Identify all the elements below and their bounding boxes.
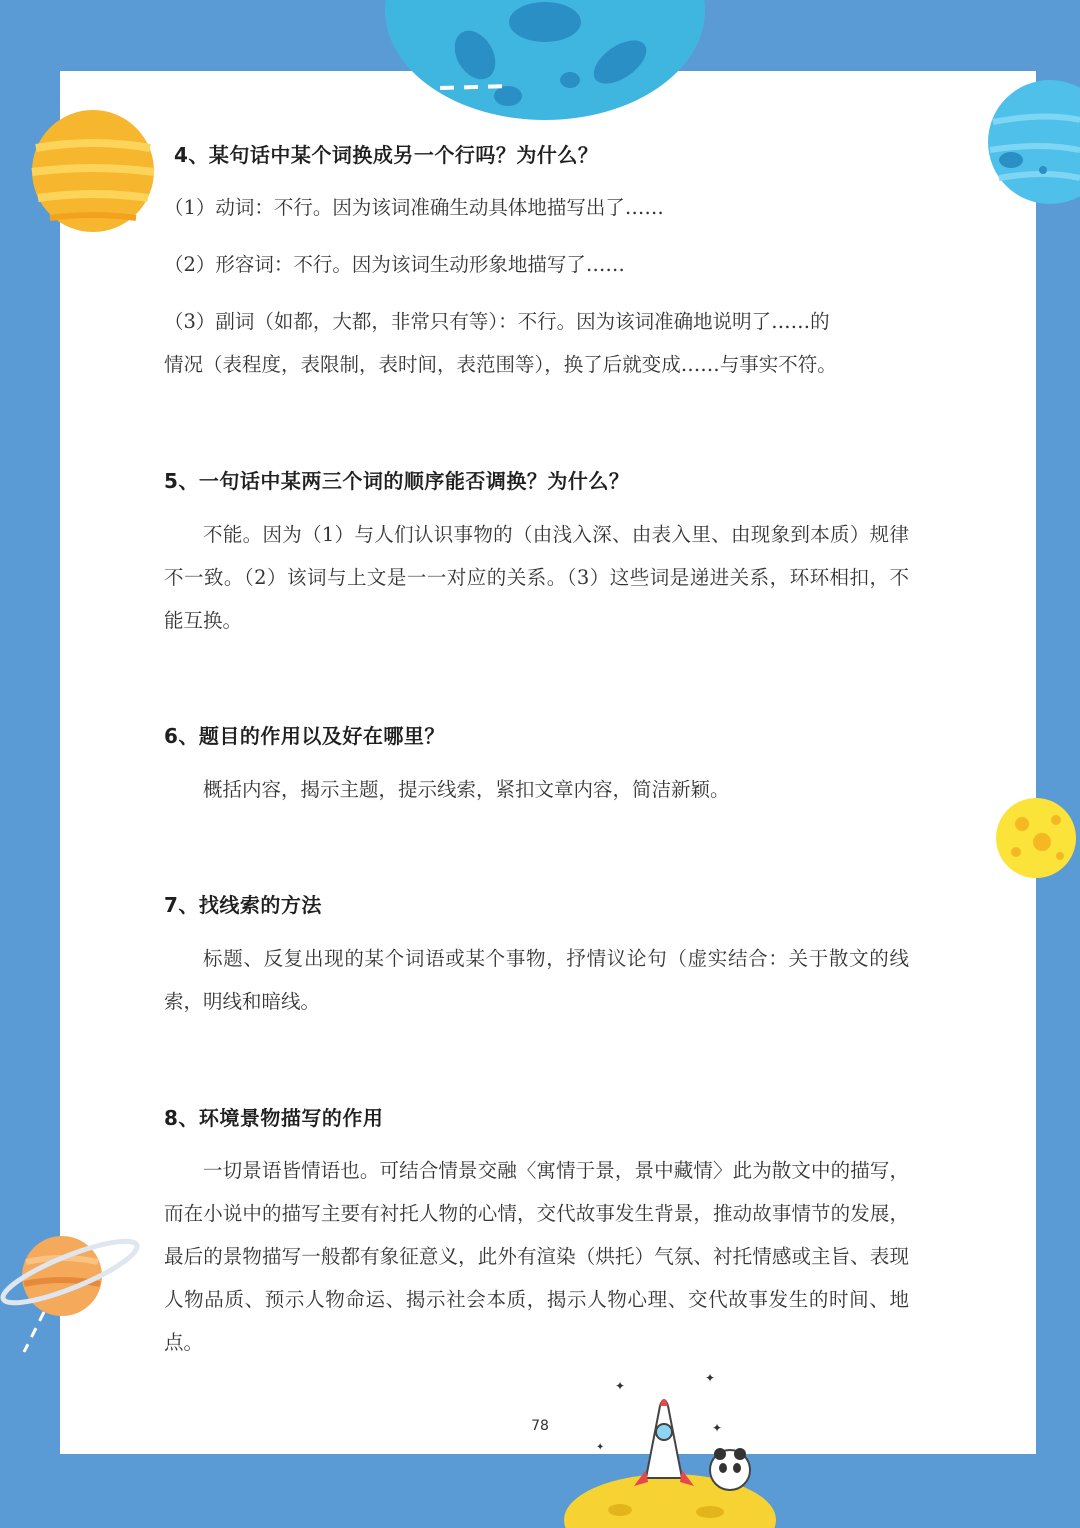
section-8-title: 8、环境景物描写的作用 — [164, 1106, 384, 1130]
section-5-body: 不能。因为（1）与人们认识事物的（由浅入深、由表入里、由现象到本质）规律不一致。（2）该词与上文是一一对应的关系。（3）这些词是递进关系，环环相扣，不能互换。 — [164, 523, 909, 632]
section-6-title: 6、题目的作用以及好在哪里？ — [164, 724, 445, 748]
svg-text:✦: ✦ — [615, 1379, 626, 1393]
ringed-planet-icon — [0, 1232, 142, 1357]
section-4-item-2: （2）形容词：不行。因为该词生动形象地描写了…… — [164, 253, 625, 276]
section-4-title: 4、某句话中某个词换成另一个行吗？为什么？ — [174, 143, 599, 167]
rocket-panda-icon — [560, 1370, 780, 1528]
svg-text:✦: ✦ — [596, 1442, 605, 1453]
section-4-item-3-cont: 情况（表程度，表限制，表时间，表范围等），换了后就变成……与事实不符。 — [164, 353, 837, 376]
section-5-title: 5、一句话中某两三个词的顺序能否调换？为什么？ — [164, 469, 630, 493]
section-7-body: 标题、反复出现的某个词语或某个事物，抒情议论句（虚实结合：关于散文的线索，明线和暗线。 — [164, 947, 909, 1013]
section-4-item-1: （1）动词：不行。因为该词准确生动具体地描写出了…… — [164, 196, 664, 219]
blue-planet-icon — [985, 80, 1080, 210]
yellow-moon-icon — [994, 798, 1080, 880]
yellow-planet-icon — [30, 108, 156, 234]
section-6-body: 概括内容，揭示主题，提示线索，紧扣文章内容，简洁新颖。 — [203, 778, 730, 801]
page-number: 78 — [531, 1418, 549, 1434]
section-4-item-3: （3）副词（如都，大都，非常只有等）：不行。因为该词准确地说明了……的 — [164, 310, 830, 333]
svg-text:✦: ✦ — [712, 1421, 723, 1435]
section-8-body: 一切景语皆情语也。可结合情景交融〈寓情于景，景中藏情〉此为散文中的描写，而在小说中的描写主要有衬托人物的心情，交代故事发生背景，推动故事情节的发展，最后的景物描写一般都有象征意义，此外有渲染（烘托）气氛、衬托情感或主旨、表现人物品质、预示人物命运、揭示社会本质，揭示人物心理、交代故事发生的时间、地点。 — [164, 1159, 909, 1354]
moon-planet-icon — [380, 0, 710, 120]
section-7-title: 7、找线索的方法 — [164, 893, 322, 917]
svg-text:✦: ✦ — [705, 1371, 716, 1385]
